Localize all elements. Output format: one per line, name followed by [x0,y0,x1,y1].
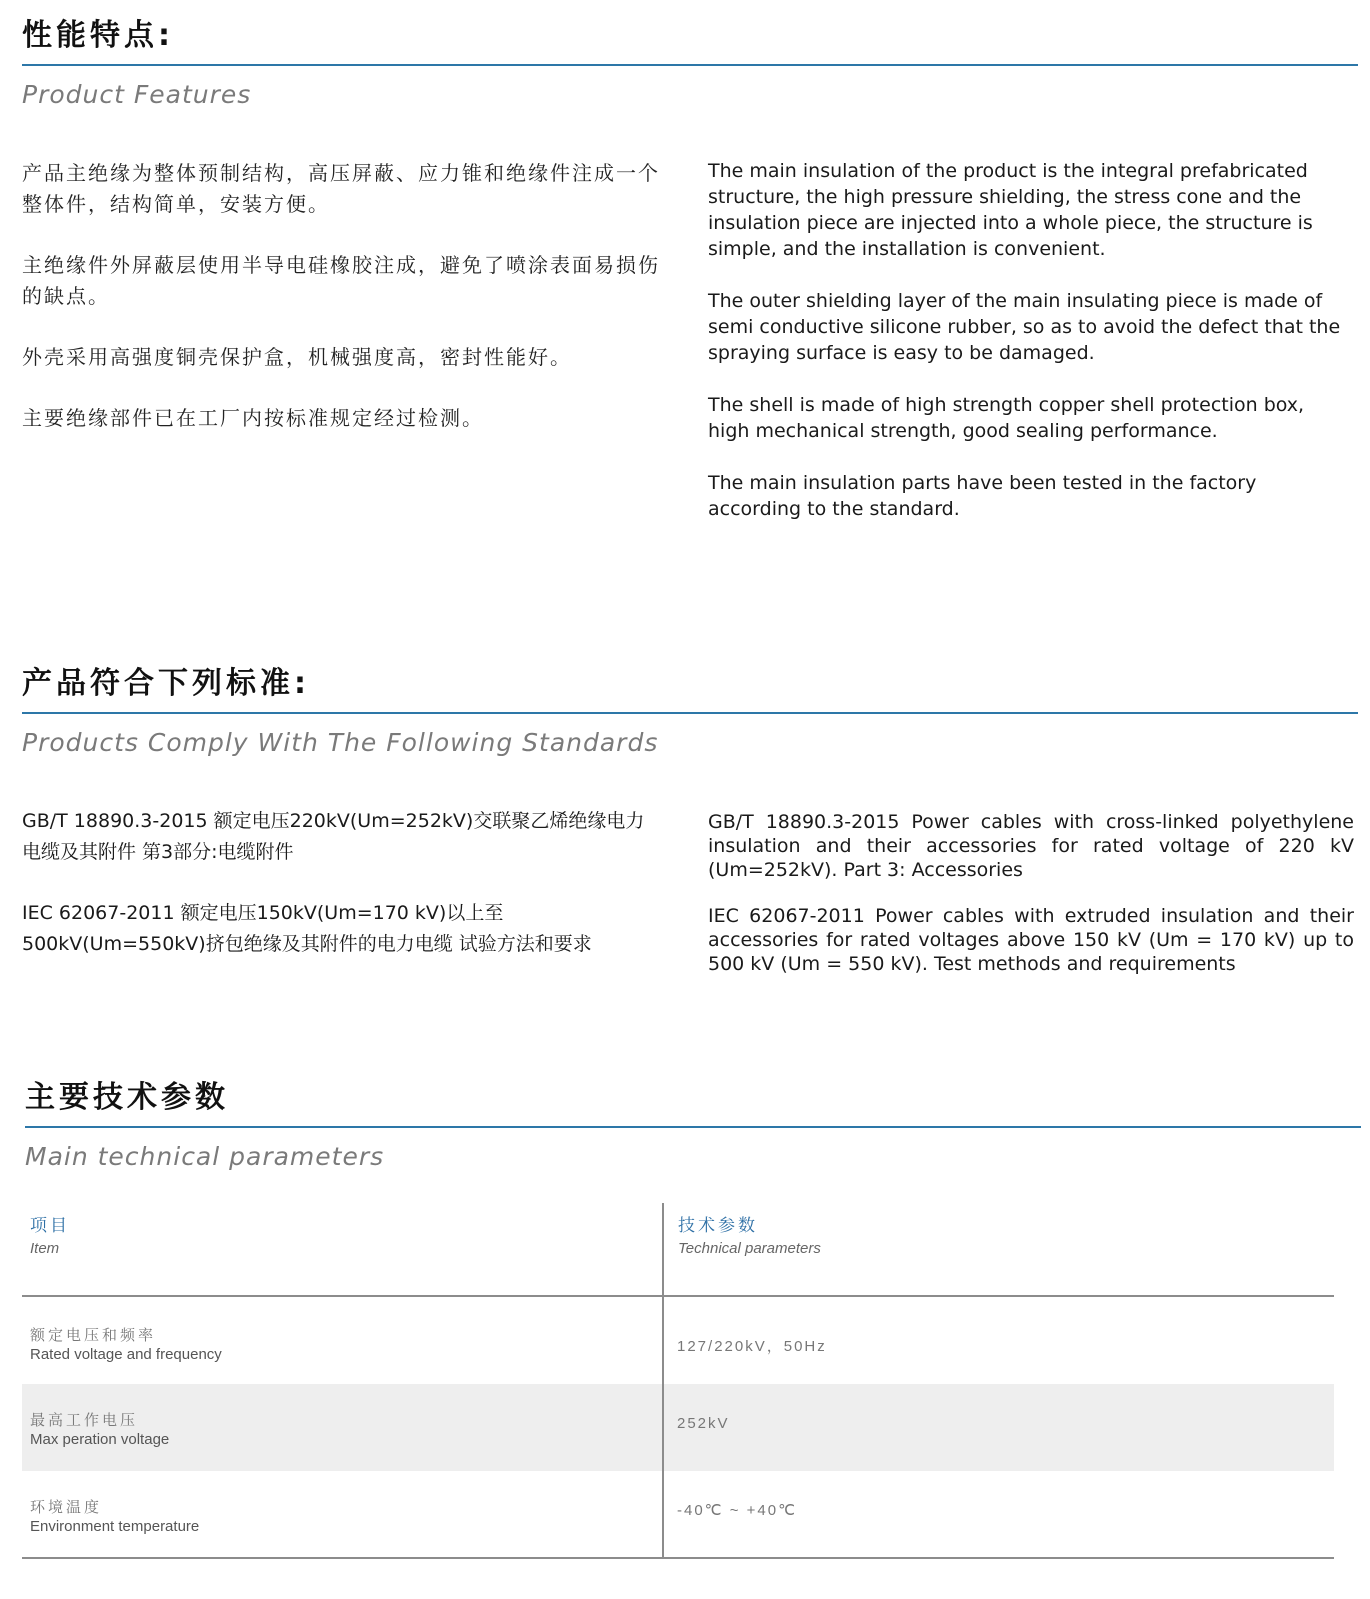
standard-cn-item: IEC 62067-2011 额定电压150kV(Um=170 kV)以上至500kV(Um=550kV)挤包绝缘及其附件的电力电缆 试验方法和要求 [22,902,592,955]
feature-cn-paragraph: 外壳采用高强度铜壳保护盒，机械强度高，密封性能好。 [22,345,572,369]
table-row-value: 127/220kV，50Hz [677,1338,827,1355]
features-divider [22,64,1358,66]
table-header-item [30,1211,70,1257]
feature-cn-paragraph: 主绝缘件外屏蔽层使用半导电硅橡胶注成，避免了喷涂表面易损伤的缺点。 [22,253,660,308]
table-header-value [678,1211,821,1257]
features-cn-column [22,158,662,464]
feature-en-paragraph: The main insulation parts have been tested in the factory according to the standard. [708,472,1257,520]
parameters-table [22,1203,1334,1559]
standards-cn-column [22,806,662,990]
feature-en-paragraph: The main insulation of the product is the integral prefabricated structure, the high pressure shielding, the stress cone and the insulation piece are injected into a whole piece, the structure is simple, and the installation is convenient. [708,160,1313,260]
row-label-en: Max peration voltage [30,1431,170,1448]
features-title-cn: 性能特点: [22,18,174,53]
row-label-en: Environment temperature [30,1518,200,1535]
table-row-label [30,1496,199,1535]
standards-en-column [708,810,1354,998]
header-value-cn: 技术参数 [678,1216,758,1236]
table-column-divider [662,1203,664,1559]
table-header-divider [22,1295,1334,1297]
row-label-en: Rated voltage and frequency [30,1346,222,1363]
standards-section [22,656,1358,1006]
features-en-column [708,158,1348,548]
table-row-value: -40℃ ~ +40℃ [677,1502,797,1519]
table-row-label [30,1324,222,1363]
standards-title-cn: 产品符合下列标准: [22,666,310,701]
feature-cn-paragraph: 主要绝缘部件已在工厂内按标准规定经过检测。 [22,406,484,430]
header-item-cn: 项目 [30,1216,70,1236]
features-title-en: Product Features [22,80,252,109]
table-row-label [30,1409,169,1448]
table-row-value: 252kV [677,1415,730,1432]
row-label-cn: 最高工作电压 [30,1411,139,1429]
parameters-title-cn: 主要技术参数 [25,1080,229,1115]
header-item-en: Item [30,1240,60,1257]
parameters-title-en: Main technical parameters [25,1142,385,1171]
row-label-cn: 环境温度 [30,1498,103,1516]
features-section [22,8,1358,568]
header-value-en: Technical parameters [678,1240,821,1257]
feature-cn-paragraph: 产品主绝缘为整体预制结构，高压屏蔽、应力锥和绝缘件注成一个整体件，结构简单，安装方便。 [22,161,660,216]
feature-en-paragraph: The shell is made of high strength copper shell protection box, high mechanical strength, good sealing performance. [708,394,1305,442]
feature-en-paragraph: The outer shielding layer of the main insulating piece is made of semi conductive silicone rubber, so as to avoid the defect that the spraying surface is easy to be damaged. [708,290,1341,364]
standard-cn-item: GB/T 18890.3-2015 额定电压220kV(Um=252kV)交联聚乙烯绝缘电力电缆及其附件 第3部分:电缆附件 [22,810,645,863]
table-bottom-border [22,1557,1334,1559]
standards-divider [22,712,1358,714]
standard-en-item: GB/T 18890.3-2015 Power cables with cross-linked polyethylene insulation and their accessories for rated voltage of 220 kV (Um=252kV). Part 3: Accessories [708,811,1354,881]
parameters-section [25,1070,1361,1190]
standards-title-en: Products Comply With The Following Standards [22,728,659,757]
row-label-cn: 额定电压和频率 [30,1326,157,1344]
parameters-divider [25,1126,1361,1128]
standard-en-item: IEC 62067-2011 Power cables with extruded insulation and their accessories for rated voltages above 150 kV (Um = 170 kV) up to 500 kV (Um = 550 kV). Test methods and requirements [708,905,1354,975]
